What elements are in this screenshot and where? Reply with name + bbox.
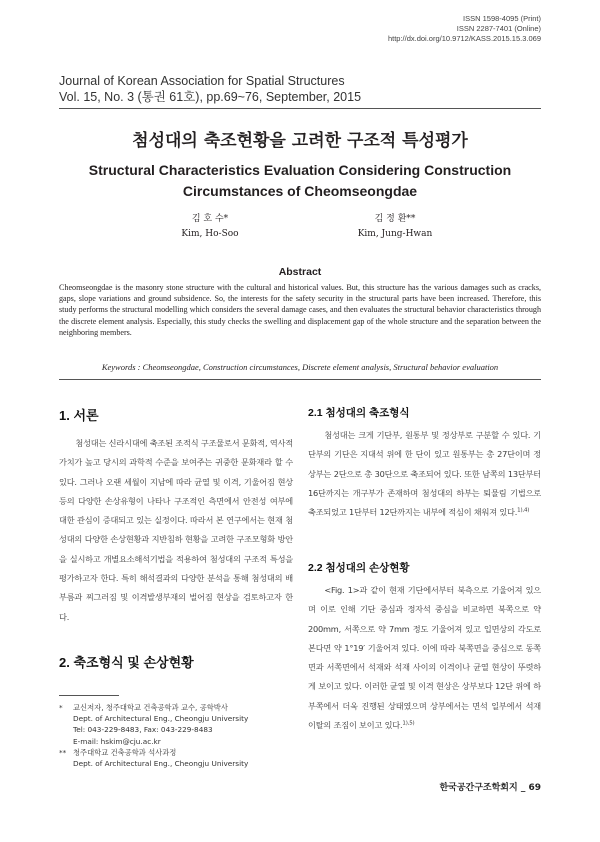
author-2-korean: 김 정 환**: [374, 214, 416, 224]
journal-name: Journal of Korean Association for Spatial Structures: [59, 74, 345, 88]
author-2: [330, 212, 460, 242]
english-title: [0, 160, 600, 202]
issn-print: ISSN 1598-4095 (Print): [463, 14, 541, 23]
footnote-2-line2: Dept. of Architectural Eng., Cheongju University: [73, 759, 249, 769]
abstract-rule: [59, 379, 541, 380]
page-footer: 한국공간구조학회지 _ 69: [439, 783, 541, 793]
section-1-body: [59, 434, 293, 627]
english-title-line2: Circumstances of Cheomseongdae: [182, 183, 418, 199]
footnote-1-mark: *: [59, 703, 63, 712]
korean-title: 첨성대의 축조현황을 고려한 구조적 특성평가: [132, 131, 468, 151]
section-2-1-paragraph: [308, 426, 541, 522]
author-1: [145, 212, 275, 242]
footnote-2-row: [59, 747, 309, 758]
section-2-2-heading: 2.2 첨성대의 손상현황: [308, 562, 410, 574]
section-1-paragraph: 첨성대는 신라시대에 축조된 조적식 구조물로서 문화적, 역사적 가치가 높고 당시의 과학적 수준을 보여주는 귀중한 문화재라 할 수 있다. 그러나 오랜 세월이 지남에 따라 균열 및 이격, 기울어짐 현상 등의 다양한 손상유형이 나타나 구조적인 측면에서 안전성 여부에 대한 관심이 증대되고 있는 실정이다. 따라서 본 연구에서는 현재 첨성대의 다양한 손상현황과 지반침하 현황을 고려한 구조모형화 방안을 실시하고 개별요소해석기법을 적용하여 첨성대의 구조적 특성을 평가하고자 한다. 특히 해석결과의 다양한 분석을 통해 첨성대의 배부름과 찌그러짐 및 이격발생부재의 벌어짐 현상을 검토하고자 한다.: [59, 438, 293, 622]
author-1-korean: 김 호 수*: [191, 214, 229, 224]
footnote-rule: [59, 695, 119, 696]
section-2-1-body: [308, 426, 541, 522]
abstract-text: Cheomseongdae is the masonry stone structure with the cultural and historical values. But, this structure has the various damages such as cracks, gaps, slope variations and ground subsidence. So, the interests for the safety security in the structural parts have been increased. Therefore, this study performs the structural modelling which considers the several damage cases, and then evaluates the structural behavior characteristics through the discrete element analysis. Especially, this study checks the swelling and displacement gap of the whole structure and the separation between the neighboring members.: [59, 283, 541, 337]
header-rule: [59, 108, 541, 109]
journal-info: [59, 73, 361, 105]
section-2-1-text: 첨성대는 크게 기단부, 원통부 및 정상부로 구분할 수 있다. 기단부의 기단은 지대석 위에 한 단이 있고 원통부는 총 27단이며 정상부는 2단으로 총 30단으로 축조되어 있다. 또한 남쪽의 13단부터 16단까지는 개구부가 존재하며 첨성대의 하부는 퇴물림 기법으로 축조되었고 1단부터 12단까지는 내부에 적심이 채워져 있다.: [308, 430, 541, 518]
section-2-2-paragraph: [308, 581, 541, 735]
footnotes: [59, 702, 309, 769]
issn-online: ISSN 2287-7401 (Online): [456, 24, 541, 33]
doi-link[interactable]: http://dx.doi.org/10.9712/KASS.2015.15.3.069: [387, 34, 541, 43]
section-2-1-heading: 2.1 첨성대의 축조형식: [308, 407, 410, 419]
footnote-1-row: [59, 713, 309, 724]
section-2-1-ref: 1),4): [517, 507, 530, 514]
footnote-2-line1: 청주대학교 건축공학과 석사과정: [73, 747, 177, 757]
section-2-2-ref: 1),5): [402, 720, 415, 727]
footnote-1-row: [59, 702, 309, 713]
footnote-1-line2: Dept. of Architectural Eng., Cheongju University: [73, 714, 249, 724]
english-title-line1: Structural Characteristics Evaluation Considering Construction: [88, 162, 512, 178]
footnote-2-row: [59, 758, 309, 769]
volume-line: Vol. 15, No. 3 (통권 61호), pp.69~76, September, 2015: [59, 90, 362, 104]
keywords: Keywords : Cheomseongdae, Construction circumstances, Discrete element analysis, Structural behavior evaluation: [101, 362, 499, 372]
footnote-2-mark: **: [59, 747, 67, 757]
issn-block: [388, 14, 541, 44]
section-1-heading: 1. 서론: [59, 408, 99, 423]
footnote-1-line1: 교신저자, 청주대학교 건축공학과 교수, 공학박사: [73, 703, 228, 712]
footnote-1-line3: Tel: 043-229-8483, Fax: 043-229-8483: [73, 725, 213, 735]
section-2-2-text: <Fig. 1>과 같이 현재 기단에서부터 북측으로 기울어져 있으며 이로 인해 기단 중심과 정자석 중심을 비교하면 북쪽으로 약 200mm, 서쪽으로 약 7mm 정도 기울어져 있고 입면상의 각도로 본다면 약 1°19′ 기울어져 있다. 이에 따라 북쪽면을 중심으로 동쪽면과 서쪽면에서 석재와 석재 사이의 이격이나 균열 현상이 뚜렷하게 보이고 있다. 이러한 균열 및 이격 현상은 상부보다 12단 위에 하부쪽에서 더욱 진행된 상태였으며 상부에서는 면석 일부에서 석재 이탈의 조짐이 보이고 있다.: [308, 585, 541, 731]
abstract-heading: Abstract: [278, 266, 322, 278]
footnote-1-row: [59, 736, 309, 747]
section-2-2-body: [308, 581, 541, 735]
section-2-heading: 2. 축조형식 및 손상현황: [59, 655, 194, 670]
author-1-english: Kim, Ho-Soo: [181, 229, 239, 239]
footnote-1-row: [59, 724, 309, 735]
footnote-1-email[interactable]: E-mail: hskim@cju.ac.kr: [73, 736, 161, 746]
author-2-english: Kim, Jung-Hwan: [357, 229, 433, 239]
